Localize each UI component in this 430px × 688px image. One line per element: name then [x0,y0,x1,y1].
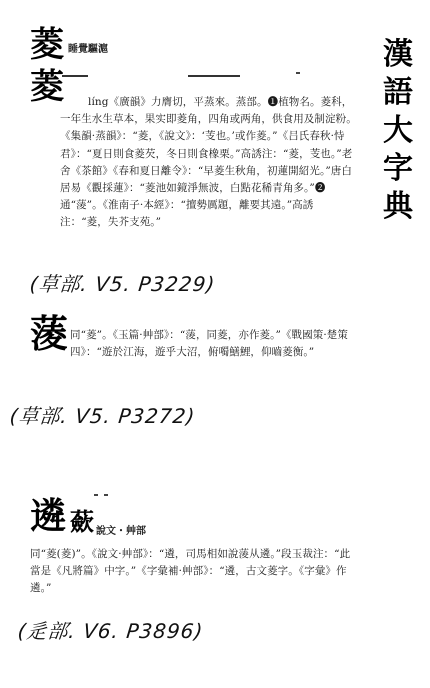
entry3-definition-text: 同“菱(菱)”。《說文·艸部》：“遴，司馬相如說蔆从遴。”段玉裁注：“此當是《凡將篇》中字。”《字彙補·艸部》：“遴，古文菱字。《字彙》作遴。” [30,548,351,595]
entry1-head-char: 菱 [30,67,64,107]
divider-tick [104,494,108,496]
entry3-seal-char: 蘝 [70,507,94,536]
divider-tick [296,72,300,74]
entry3-head-label: 說文・艸部 [96,526,146,537]
entry3-definition [30,546,360,598]
divider-line [188,75,240,77]
book-title [380,36,416,226]
entry3-head-char: 遴 [30,495,67,537]
entry2-head-char: 蔆 [30,311,69,356]
entry2-definition-text: 同“菱”。《玉篇·艸部》：“蔆，同菱，亦作菱。”《戰國策·楚策四》：“遊於江海，遊乎大沼，俯噣鱔鯉，仰嚙菱衡。” [70,329,348,359]
entry2-definition [70,327,360,361]
entry1-definition [60,94,358,232]
entry3-handwritten-ref: (辵部. V6. P3896) [16,619,205,643]
entry1-head-char-top: 菱 [30,25,64,65]
entry1-handwritten-ref: (草部. V5. P3229) [28,272,217,296]
book-title-char: 語 [383,75,413,110]
book-title-char: 漢 [383,37,413,72]
entry1-definition-text: líng《廣韻》力膺切，平蒸來。蒸部。❶植物名。菱科，一年生水生草本，果实即菱角，四角或两角，供食用及制淀粉。《集韻·蒸韻》：“菱，《說文》：‘芰也。’或作菱。”《吕氏春秋·恃君》：“夏日則食菱芡，冬日則食橡栗。”高誘注：“菱，芰也。”老舍《茶館》《春和夏日離令》：“早菱生秋角，初蓮開紹光。”唐白居易《觀採蓮》：“菱池如鏡淨無波，白點花稀青角多。”❷通“蔆”。《淮南子·本經》：“擅勢厲題，離要其遠。”高誘注：“菱，失芥支苑。” [60,96,357,229]
entry1-head-label: 睡覺驅滬 [68,44,108,55]
book-title-char: 典 [383,189,413,224]
entry2-handwritten-ref: (草部. V5. P3272) [8,404,197,428]
divider-tick [94,494,98,496]
divider-line [62,75,88,77]
book-title-char: 大 [383,113,413,148]
book-title-char: 字 [383,151,413,186]
